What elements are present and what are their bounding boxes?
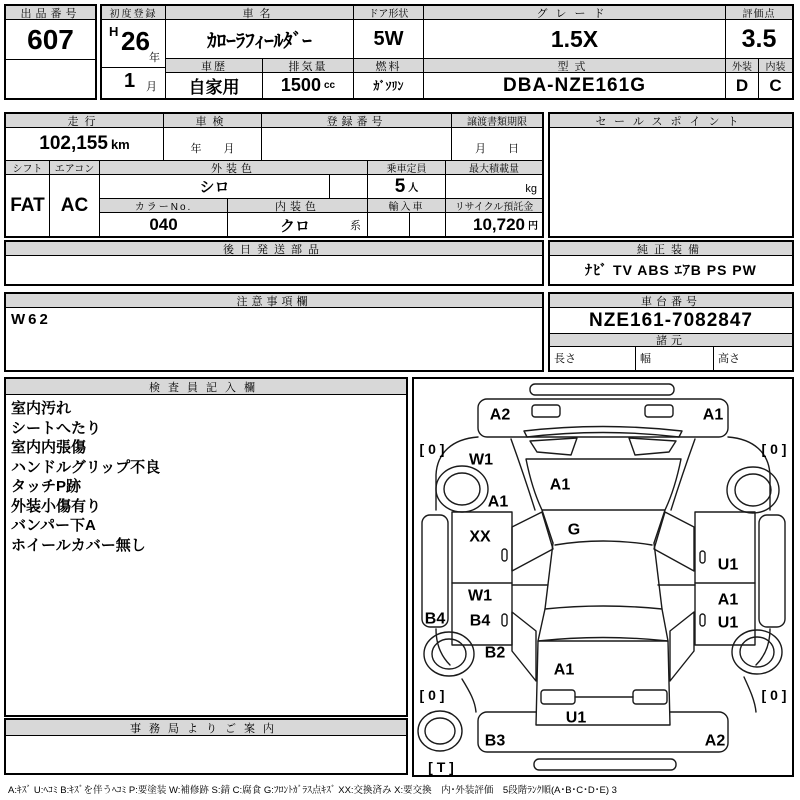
later-shipping-content [6, 256, 542, 284]
inspector-note-line: タッチP跡 [11, 478, 82, 495]
damage-label: W1 [468, 587, 492, 605]
rear-right-quarter [756, 629, 770, 665]
mileage-label: 走行 [6, 114, 164, 128]
tailgate-panel [536, 641, 670, 725]
spec-width-cell: 幅 [636, 347, 714, 370]
damage-label: G [567, 521, 581, 539]
door-handle [700, 614, 705, 626]
first-registration-year-cell [102, 20, 166, 68]
apillar-right [671, 439, 695, 510]
mileage-cell [6, 128, 164, 161]
oem-equipment-value: ﾅﾋﾞ TV ABS ｴｱB PS PW [585, 262, 757, 278]
displacement-value: 1500 [280, 75, 321, 95]
displacement-cell [263, 73, 354, 98]
inspector-label: 検査員記入欄 [6, 379, 406, 395]
exterior-color-value: シロ [100, 175, 330, 199]
office-notice-label: 事務局よりご案内 [6, 720, 406, 736]
interior-color-suffix: 系 [350, 220, 361, 232]
car-name-label: 車名 [166, 6, 354, 20]
exterior-color-label: 外装色 [100, 161, 368, 175]
model-code-label: 型式 [424, 59, 726, 73]
right-sill [759, 515, 785, 627]
inspector-note-line: ホイールカバー無し [11, 536, 146, 554]
damage-label: U1 [565, 709, 587, 727]
chassis-number: NZE161-7082847 [550, 308, 792, 334]
inspector-notes [6, 395, 406, 715]
fold-rear-right [670, 612, 694, 681]
inspector-note-line: 室内汚れ [11, 400, 72, 417]
middle-left-table [4, 112, 544, 238]
inspector-note-line: 外装小傷有り [11, 497, 102, 515]
transfer-deadline-cell: 月 日 [452, 128, 542, 161]
sales-point-label: セールスポイント [550, 114, 792, 128]
spec-length-cell: 長さ [550, 347, 636, 370]
mileage-value: 102,155 [39, 133, 108, 154]
wiper-left [530, 438, 577, 455]
cowl-band [524, 427, 682, 438]
inspector-block [4, 377, 408, 717]
score-value: 3.5 [726, 20, 792, 59]
mileage-unit: km [110, 136, 130, 152]
spare-tire-label: [ T ] [428, 759, 454, 775]
capacity-unit: 人 [408, 183, 419, 194]
recycle-deposit-cell [446, 213, 542, 236]
aircon-value: AC [50, 175, 100, 236]
sales-point-block [548, 112, 794, 238]
inspector-note-line: 室内内張傷 [11, 439, 87, 456]
rear-window [538, 606, 668, 641]
inspector-note-line: シートへたり [11, 419, 102, 437]
first-registration-year: 26 [121, 26, 150, 56]
damage-label: A2 [489, 406, 511, 424]
recycle-deposit-label: リサイクル預託金 [446, 199, 542, 213]
exterior-grade-value: D [726, 73, 759, 98]
front-top-strip [530, 384, 674, 395]
import-car-label: 輸入車 [368, 199, 446, 213]
later-shipping-label: 後日発送部品 [6, 242, 542, 256]
lot-number: 607 [6, 20, 95, 60]
car-diagram-svg [414, 379, 792, 775]
damage-label: A1 [702, 406, 724, 424]
caution-notes-block [4, 292, 544, 372]
lot-label: 出品番号 [6, 6, 95, 20]
tire-depth-label: [ 0 ] [761, 441, 787, 457]
first-registration-label: 初度登録 [102, 6, 166, 20]
capacity-cell [368, 175, 446, 199]
month-unit: 月 [146, 81, 157, 93]
door-handle [502, 614, 507, 626]
score-label: 評価点 [726, 6, 792, 20]
lot-empty-cell [6, 60, 95, 98]
shift-value: FAT [6, 175, 50, 236]
displacement-label: 排気量 [263, 59, 354, 73]
color-change-cell [330, 175, 368, 199]
chassis-label: 車台番号 [550, 294, 792, 308]
wheel-front-left-inner [444, 473, 480, 505]
shaken-label: 車検 [164, 114, 262, 128]
spare-tire-inner [425, 718, 455, 744]
door-shape-value: 5W [354, 20, 424, 59]
specs-label: 諸元 [550, 334, 792, 347]
tire-depth-label: [ 0 ] [419, 441, 445, 457]
first-registration-month-cell [102, 68, 166, 98]
era-prefix: H [109, 24, 119, 39]
history-value: 自家用 [166, 73, 263, 98]
damage-label: A1 [549, 476, 571, 494]
recycle-deposit-value: 10,720 [473, 214, 525, 234]
oem-equipment-block [548, 240, 794, 286]
wiper-right [629, 438, 676, 455]
front-bumper-detail-right [645, 405, 673, 417]
damage-label: XX [469, 528, 491, 546]
damage-label: A1 [487, 493, 509, 511]
tire-depth-label: [ 0 ] [761, 687, 787, 703]
grade-label: グレード [424, 6, 726, 20]
damage-label: B4 [424, 610, 446, 628]
interior-grade-label: 内装 [759, 59, 792, 73]
front-bumper [478, 399, 728, 437]
interior-color-cell [228, 213, 368, 236]
door-handle [502, 549, 507, 561]
interior-color-value: クロ [280, 218, 311, 235]
sales-point-content [550, 128, 792, 236]
windshield-sides [542, 510, 665, 543]
year-unit: 年 [149, 52, 160, 64]
transfer-deadline-label: 譲渡書類期限 [452, 114, 542, 128]
displacement-unit: cc [323, 80, 336, 91]
damage-code-legend: A:ｷｽﾞ U:ﾍｺﾐ B:ｷｽﾞを伴うﾍｺﾐ P:要塗装 W:補修跡 S:錆 C:腐食 G:ﾌﾛﾝﾄｶﾞﾗｽ点ｷｽﾞ XX:交換済み X:要交換 内･外装評価 5段階ﾗﾝｸ順(A･B･C･D･E) 3 [8, 785, 617, 796]
shaken-cell: 年 月 [164, 128, 262, 161]
color-no-value: 040 [100, 213, 228, 236]
damage-label: B3 [484, 732, 506, 750]
interior-color-label: 内装色 [228, 199, 368, 213]
damage-diagram-block [412, 377, 794, 777]
windshield-bottom [555, 541, 652, 545]
recycle-deposit-unit: 円 [528, 221, 538, 232]
shift-label: シフト [6, 161, 50, 175]
fold-front-right [654, 512, 694, 571]
first-registration-month: 1 [124, 70, 136, 92]
office-notice-content [6, 736, 406, 773]
front-bumper-detail-left [532, 405, 560, 417]
oem-equipment-label: 純正装備 [550, 242, 792, 256]
damage-label: A1 [717, 591, 739, 609]
fold-rear-left [512, 612, 536, 681]
capacity-value: 5 [394, 175, 406, 197]
inspector-note-line: バンパー下A [11, 517, 96, 534]
damage-label: B4 [469, 612, 491, 630]
damage-label: B2 [484, 644, 506, 662]
max-load-cell [446, 175, 542, 199]
car-name: ｶﾛｰﾗﾌｨｰﾙﾀﾞｰ [166, 20, 354, 59]
door-handle [700, 551, 705, 563]
fuel-value: ｶﾞｿﾘﾝ [354, 73, 424, 98]
fold-front-left [512, 512, 553, 571]
caution-notes-value: W62 [11, 311, 51, 328]
spec-height-cell: 高さ [718, 353, 740, 365]
max-load-unit: kg [525, 183, 537, 195]
tire-depth-label: [ 0 ] [419, 687, 445, 703]
capacity-label: 乗車定員 [368, 161, 446, 175]
lot-block [4, 4, 97, 100]
interior-grade-value: C [769, 75, 782, 95]
grade-value: 1.5X [424, 20, 726, 59]
caution-notes-label: 注意事項欄 [6, 294, 542, 308]
model-code-value: DBA-NZE161G [424, 73, 726, 98]
history-label: 車歴 [166, 59, 263, 73]
rear-left-lower [462, 679, 476, 712]
wheel-rear-right-inner [740, 637, 774, 667]
damage-label: W1 [469, 451, 493, 469]
inspector-note-line: ハンドルグリップ不良 [11, 458, 161, 476]
rear-right-lower [744, 677, 756, 712]
chassis-block [548, 292, 794, 372]
import-car-cell-1 [368, 213, 410, 236]
damage-label: A1 [553, 661, 575, 679]
office-notice-block [4, 718, 408, 775]
later-shipping-block [4, 240, 544, 286]
fuel-label: 燃料 [354, 59, 424, 73]
wheel-front-right-inner [735, 474, 771, 506]
exterior-grade-label: 外装 [726, 59, 759, 73]
door-shape-label: ドア形状 [354, 6, 424, 20]
damage-label: U1 [717, 614, 739, 632]
apillar-left [511, 439, 535, 510]
registration-no-label: 登録番号 [262, 114, 452, 128]
roof-sides [545, 543, 662, 609]
damage-label: U1 [717, 556, 739, 574]
top-main-table [100, 4, 794, 100]
max-load-label: 最大積載量 [446, 161, 542, 175]
rear-bottom-strip [534, 759, 676, 770]
registration-no-cell [262, 128, 452, 161]
color-no-label: カラーNo. [100, 199, 228, 213]
import-car-cell-2 [410, 213, 446, 236]
aircon-label: エアコン [50, 161, 100, 175]
damage-label: A2 [704, 732, 726, 750]
